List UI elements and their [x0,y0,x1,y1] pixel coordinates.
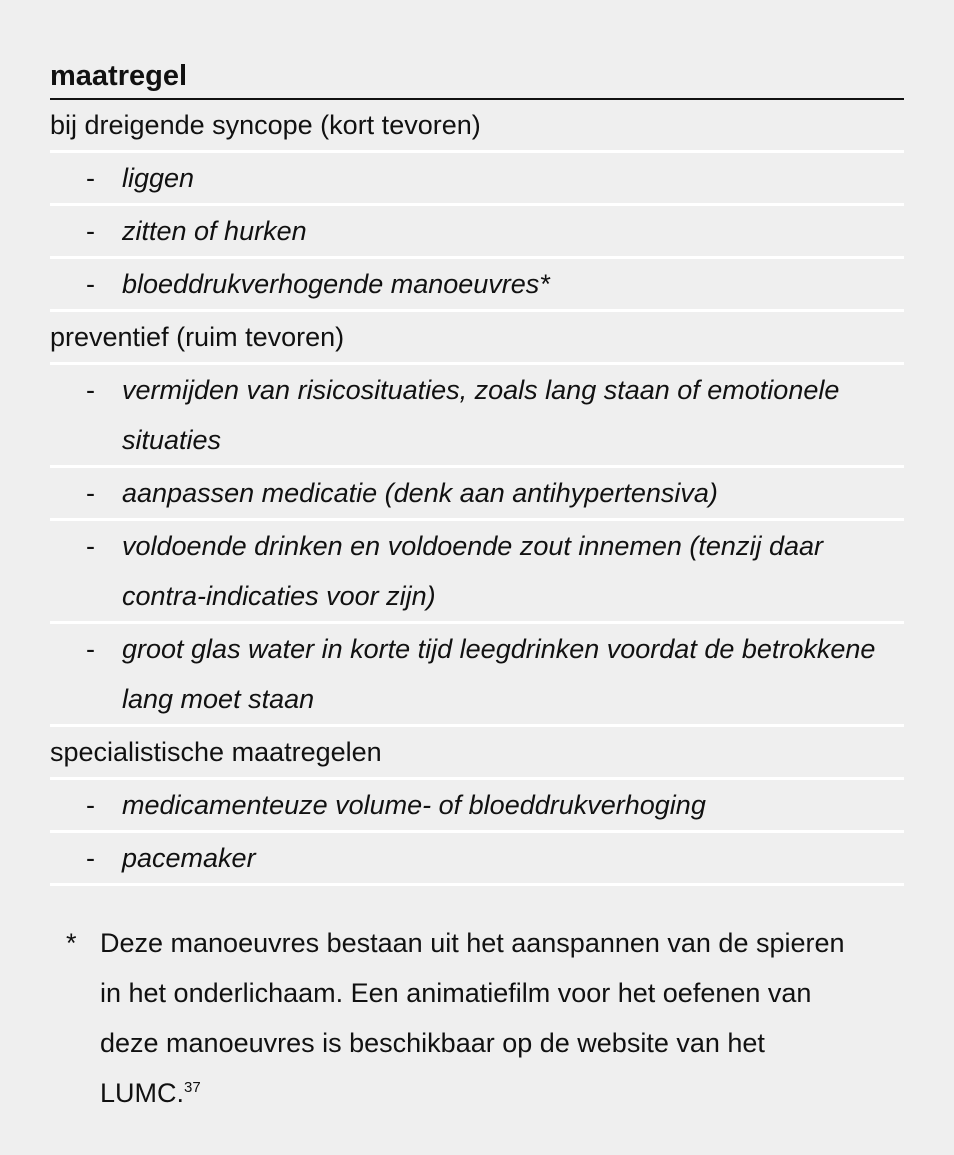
dash-bullet: - [86,531,95,561]
list-item [50,259,904,312]
dash-bullet: - [86,269,95,299]
list-item [50,521,904,624]
dash-bullet: - [86,216,95,246]
footnote-text: Deze manoeuvres bestaan uit het aanspannen van de spieren in het onderlichaam. Een animatiefilm voor het oefenen van deze manoeuvres is beschikbaar op de website van het LUMC. [100,928,845,1108]
dash-bullet: - [86,375,95,405]
item-text: pacemaker [122,843,256,873]
dash-bullet: - [86,478,95,508]
section-row: bij dreigende syncope (kort tevoren) [50,100,904,153]
list-item [50,833,904,886]
item-text: zitten of hurken [122,216,307,246]
item-text: medicamenteuze volume- of bloeddrukverhoging [122,790,706,820]
footnote-marker: * [66,928,77,958]
section-row: preventief (ruim tevoren) [50,312,904,365]
footnote [66,918,866,1118]
list-item [50,624,904,727]
item-text: groot glas water in korte tijd leegdrinken voordat de betrokkene lang moet staan [122,634,876,714]
section-row: specialistische maatregelen [50,727,904,780]
list-item [50,780,904,833]
item-text: liggen [122,163,195,193]
list-item [50,206,904,259]
list-item [50,365,904,468]
reference-number: 37 [184,1079,201,1096]
dash-bullet: - [86,634,95,664]
item-text: vermijden van risicosituaties, zoals lang staan of emotionele situaties [122,375,840,455]
item-text: aanpassen medicatie (denk aan antihypertensiva) [122,478,718,508]
list-item [50,153,904,206]
dash-bullet: - [86,843,95,873]
item-text: bloeddrukverhogende manoeuvres* [122,269,550,299]
table-header: maatregel [50,58,904,100]
list-item [50,468,904,521]
measures-table [50,58,904,886]
item-text: voldoende drinken en voldoende zout innemen (tenzij daar contra-indicaties voor zijn) [122,531,823,611]
dash-bullet: - [86,790,95,820]
dash-bullet: - [86,163,95,193]
footnote-body [100,918,866,1118]
